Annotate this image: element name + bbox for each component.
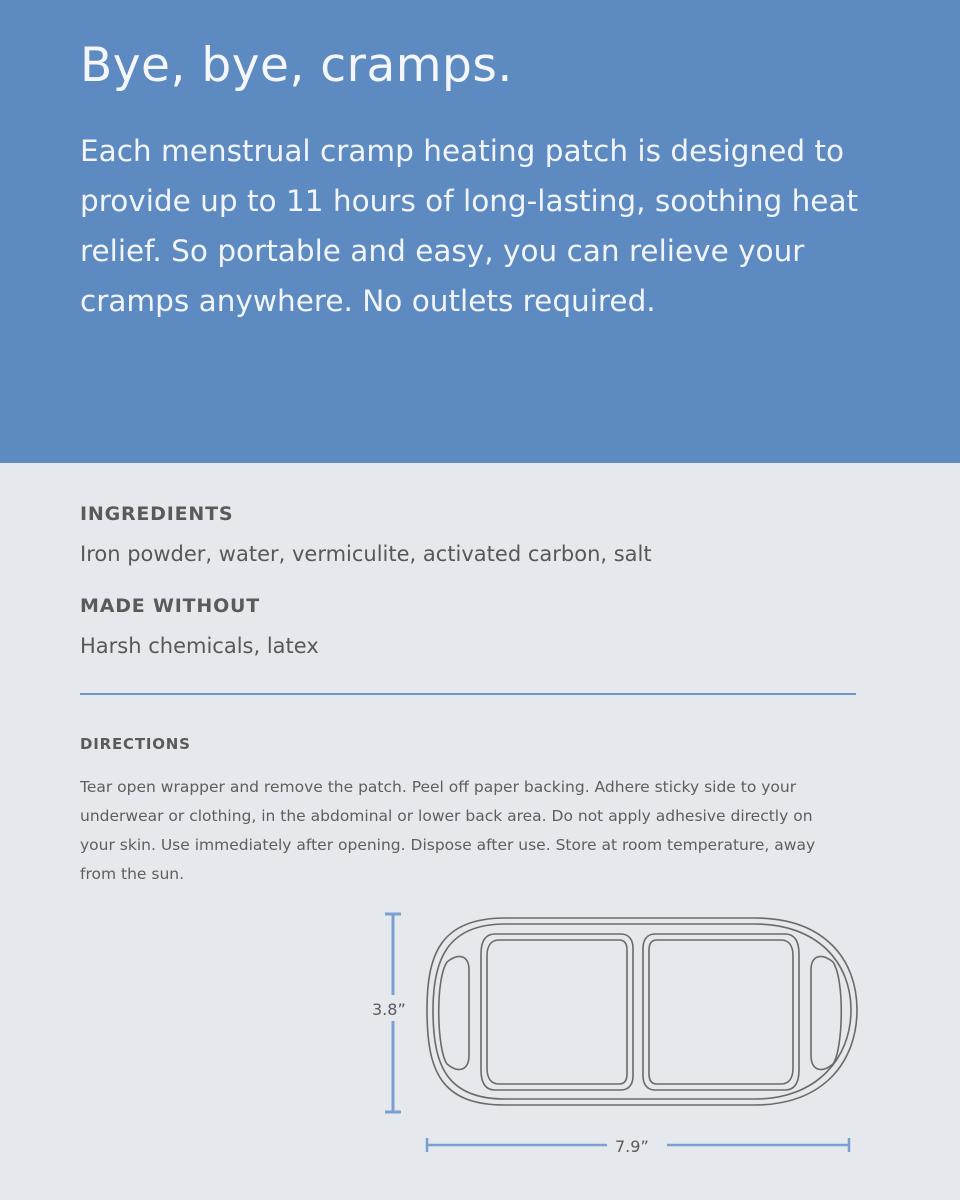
directions-text: Tear open wrapper and remove the patch. Peel off paper backing. Adhere sticky side to your underwear or clothing, in the abdominal or lower back area. Do not apply adhesive directly on your skin. Use immediately after opening. Dispose after use. Store at room temperature, away from the sun.: [80, 778, 816, 883]
width-label: 7.9”: [615, 1137, 649, 1156]
section-divider: [80, 693, 856, 695]
hero-panel: [0, 0, 960, 463]
made-without-heading: MADE WITHOUT: [80, 595, 261, 617]
height-label: 3.8”: [372, 1000, 406, 1019]
directions-heading: DIRECTIONS: [80, 735, 191, 753]
hero-description: Each menstrual cramp heating patch is designed to provide up to 11 hours of long-lasting, soothing heat relief. So portable and easy, you can relieve your cramps anywhere. No outlets required.: [80, 134, 859, 318]
ingredients-text: Iron powder, water, vermiculite, activated carbon, salt: [80, 542, 652, 566]
patch-diagram: [355, 900, 875, 1170]
made-without-text: Harsh chemicals, latex: [80, 634, 319, 658]
ingredients-heading: INGREDIENTS: [80, 503, 234, 525]
headline: Bye, bye, cramps.: [80, 38, 513, 93]
patch-outline: [427, 918, 857, 1105]
